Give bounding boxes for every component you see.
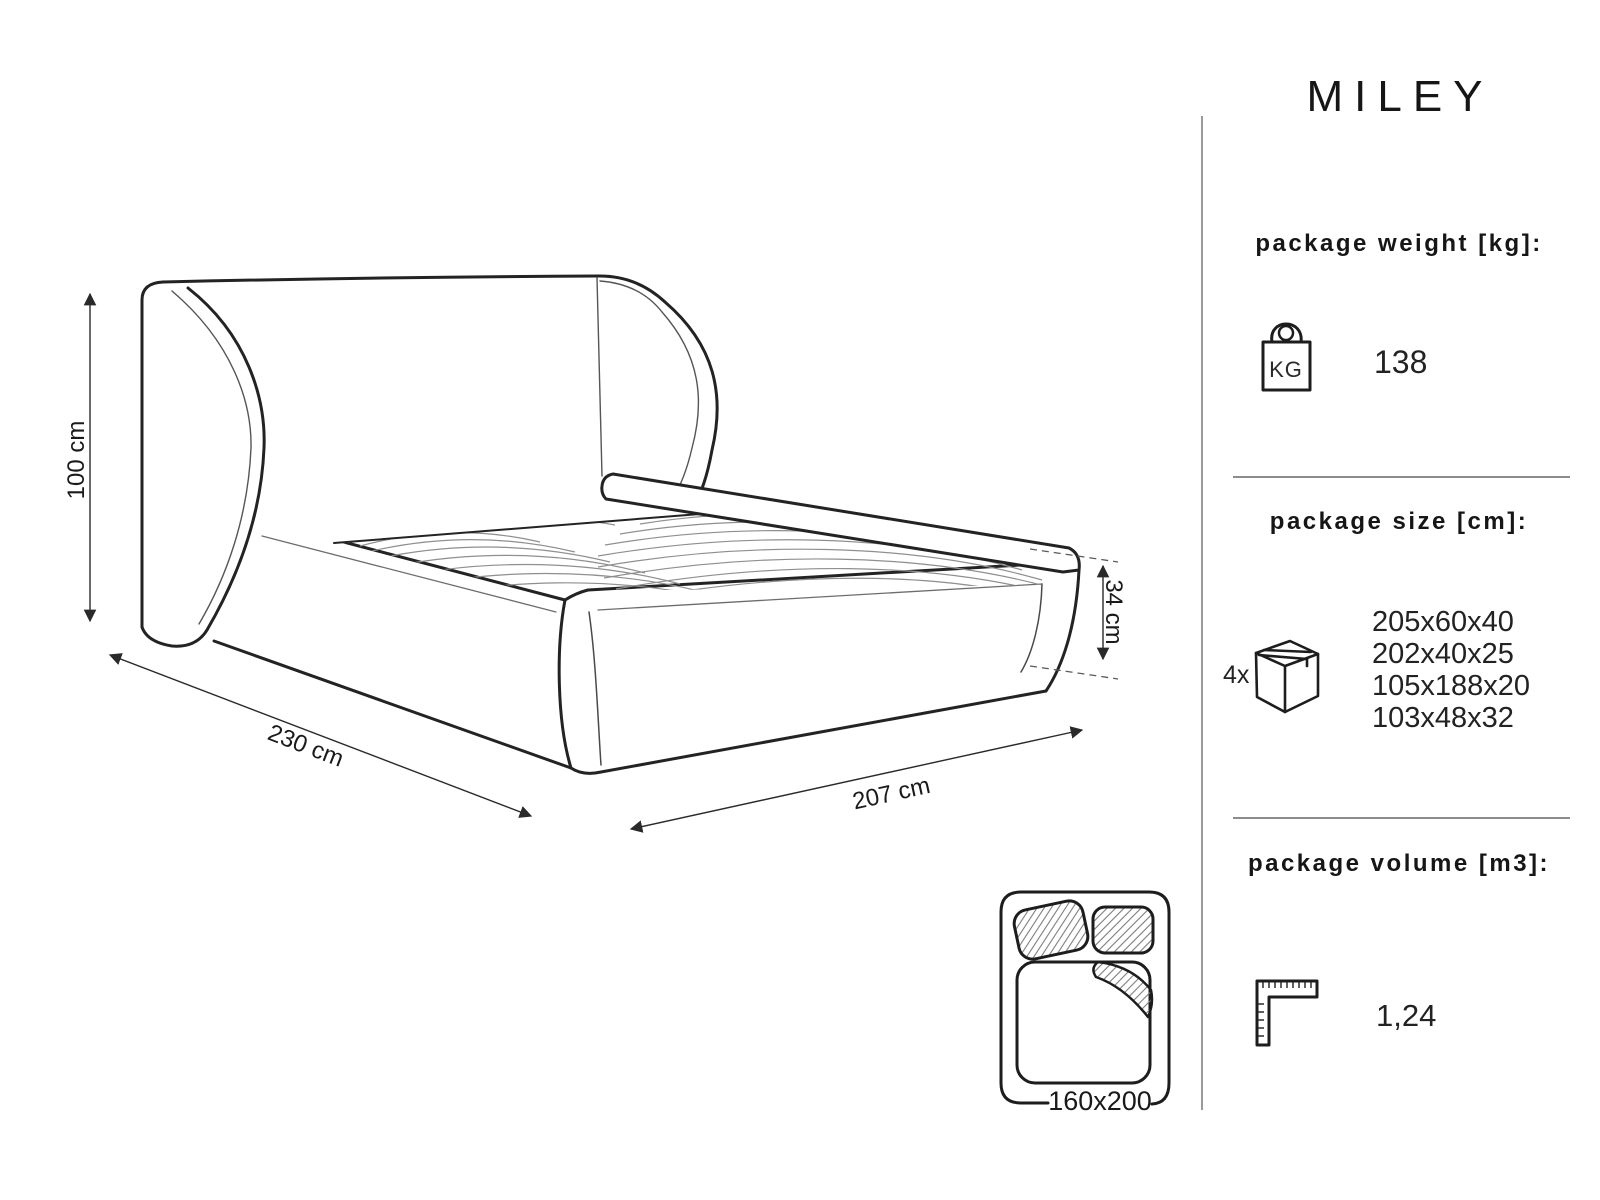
package-size-item: 103x48x32 xyxy=(1372,702,1514,734)
section-divider-1 xyxy=(1233,476,1570,478)
front-pillar-outer xyxy=(559,600,601,773)
dim-extension-bottom xyxy=(1030,666,1118,679)
kg-weight-icon xyxy=(1263,324,1310,390)
dim-label-total-length: 230 cm xyxy=(264,719,348,773)
pillow-right-icon xyxy=(1093,907,1153,953)
side-rail xyxy=(602,474,1079,572)
package-size-item: 205x60x40 xyxy=(1372,606,1514,638)
product-title: MILEY xyxy=(1306,72,1494,121)
package-quantity-label: 4x xyxy=(1223,661,1250,689)
kg-weight-handle-hole xyxy=(1279,326,1293,340)
dim-label-height: 100 cm xyxy=(63,420,90,500)
section-divider-2 xyxy=(1233,817,1570,819)
front-pillar-top xyxy=(565,590,588,600)
pillow-left-icon xyxy=(1012,898,1091,961)
package-size-list xyxy=(1372,606,1530,734)
right-pillar-seam xyxy=(1021,584,1042,672)
dim-label-frame-length: 207 cm xyxy=(850,771,933,816)
package-size-item: 105x188x20 xyxy=(1372,670,1531,702)
side-rail-shape xyxy=(602,474,1079,572)
base-right-top-edge xyxy=(588,564,1038,590)
package-weight-heading: package weight [kg]: xyxy=(1255,230,1543,257)
package-size-item: 202x40x25 xyxy=(1372,638,1514,670)
package-weight-value: 138 xyxy=(1374,344,1428,380)
base-right-bottom-edge xyxy=(601,691,1046,772)
package-size-heading: package size [cm]: xyxy=(1269,508,1529,535)
kg-weight-label: KG xyxy=(1269,357,1303,382)
package-volume-heading: package volume [m3]: xyxy=(1247,850,1551,877)
right-pillar-outer xyxy=(1046,570,1079,691)
ruler-outline xyxy=(1257,981,1317,1045)
front-pillar-seam xyxy=(589,612,601,765)
base-right-seam xyxy=(598,584,1042,610)
mattress-top-view-icon xyxy=(1001,892,1169,1116)
headboard xyxy=(142,276,718,647)
vertical-divider xyxy=(1201,116,1203,1110)
base-left-bottom-edge xyxy=(214,641,571,768)
dim-label-base-height: 34 cm xyxy=(1100,579,1127,645)
ruler-icon xyxy=(1257,981,1317,1045)
package-box-icon xyxy=(1256,641,1318,712)
bed-base xyxy=(214,518,1079,773)
package-volume-value: 1,24 xyxy=(1376,998,1437,1033)
top-view-size-label: 160x200 xyxy=(1048,1086,1152,1116)
